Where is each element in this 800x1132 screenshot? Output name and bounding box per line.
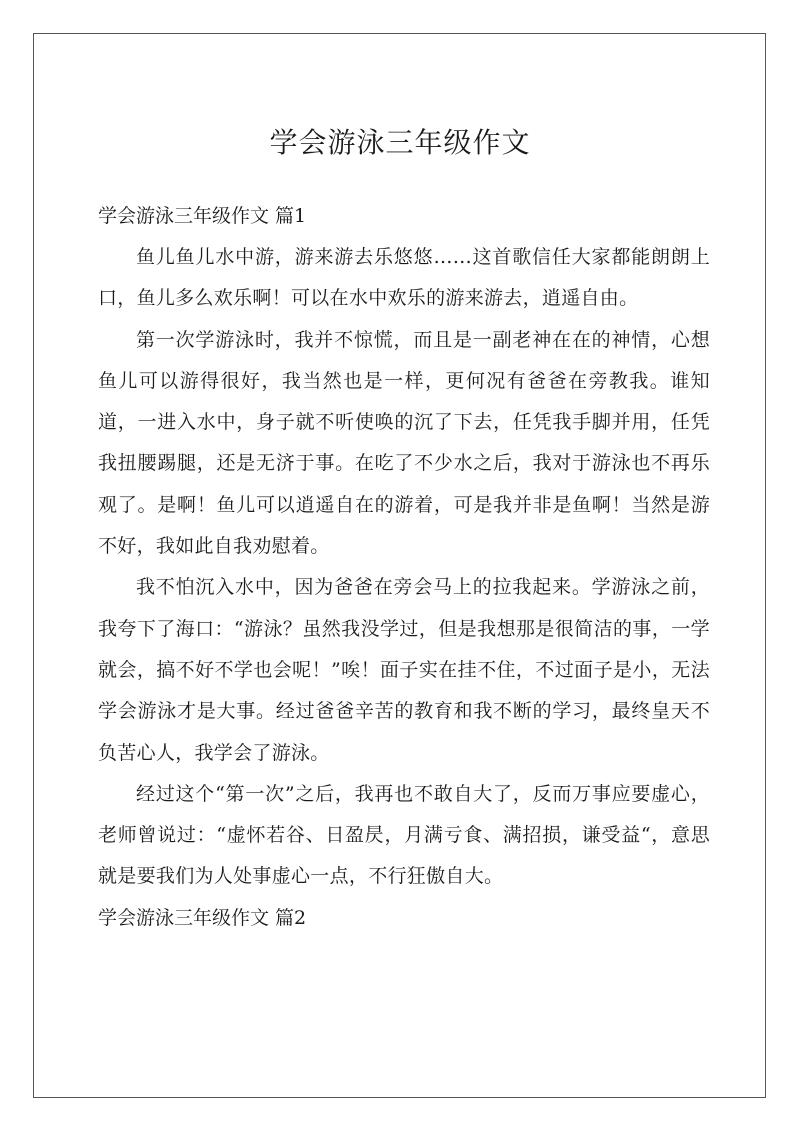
document-title: 学会游泳三年级作文 xyxy=(269,126,531,159)
document-body xyxy=(98,196,710,939)
paragraph: 我不怕沉入水中，因为爸爸在旁会马上的拉我起来。学游泳之前，我夸下了海口：“游泳？虽然我没学过，但是我想那是很简洁的事，一学就会，搞不好不学也会呢！”唉！面子实在挂不住，不过面子是小，无法学会游泳才是大事。经过爸爸辛苦的教育和我不断的学习，最终皇天不负苦心人，我学会了游泳。 xyxy=(98,576,710,764)
section-heading: 学会游泳三年级作文 篇1 xyxy=(98,205,307,227)
paragraph: 经过这个“第一次”之后，我再也不敢自大了，反而万事应要虚心，老师曾说过：“虚怀若谷、日盈昃，月满亏食、满招损，谦受益“，意思就是要我们为人处事虚心一点，不行狂傲自大。 xyxy=(98,782,710,888)
paragraph: 第一次学游泳时，我并不惊慌，而且是一副老神在在的神情，心想鱼儿可以游得很好，我当然也是一样，更何况有爸爸在旁教我。谁知道，一进入水中，身子就不听使唤的沉了下去，任凭我手脚并用，任凭我扭腰踢腿，还是无济于事。在吃了不少水之后，我对于游泳也不再乐观了。是啊！鱼儿可以逍遥自在的游着，可是我并非是鱼啊！当然是游不好，我如此自我劝慰着。 xyxy=(98,328,710,558)
paragraph: 鱼儿鱼儿水中游，游来游去乐悠悠……这首歌信任大家都能朗朗上口，鱼儿多么欢乐啊！可以在水中欢乐的游来游去，逍遥自由。 xyxy=(98,246,710,310)
section-heading: 学会游泳三年级作文 篇2 xyxy=(98,906,307,929)
